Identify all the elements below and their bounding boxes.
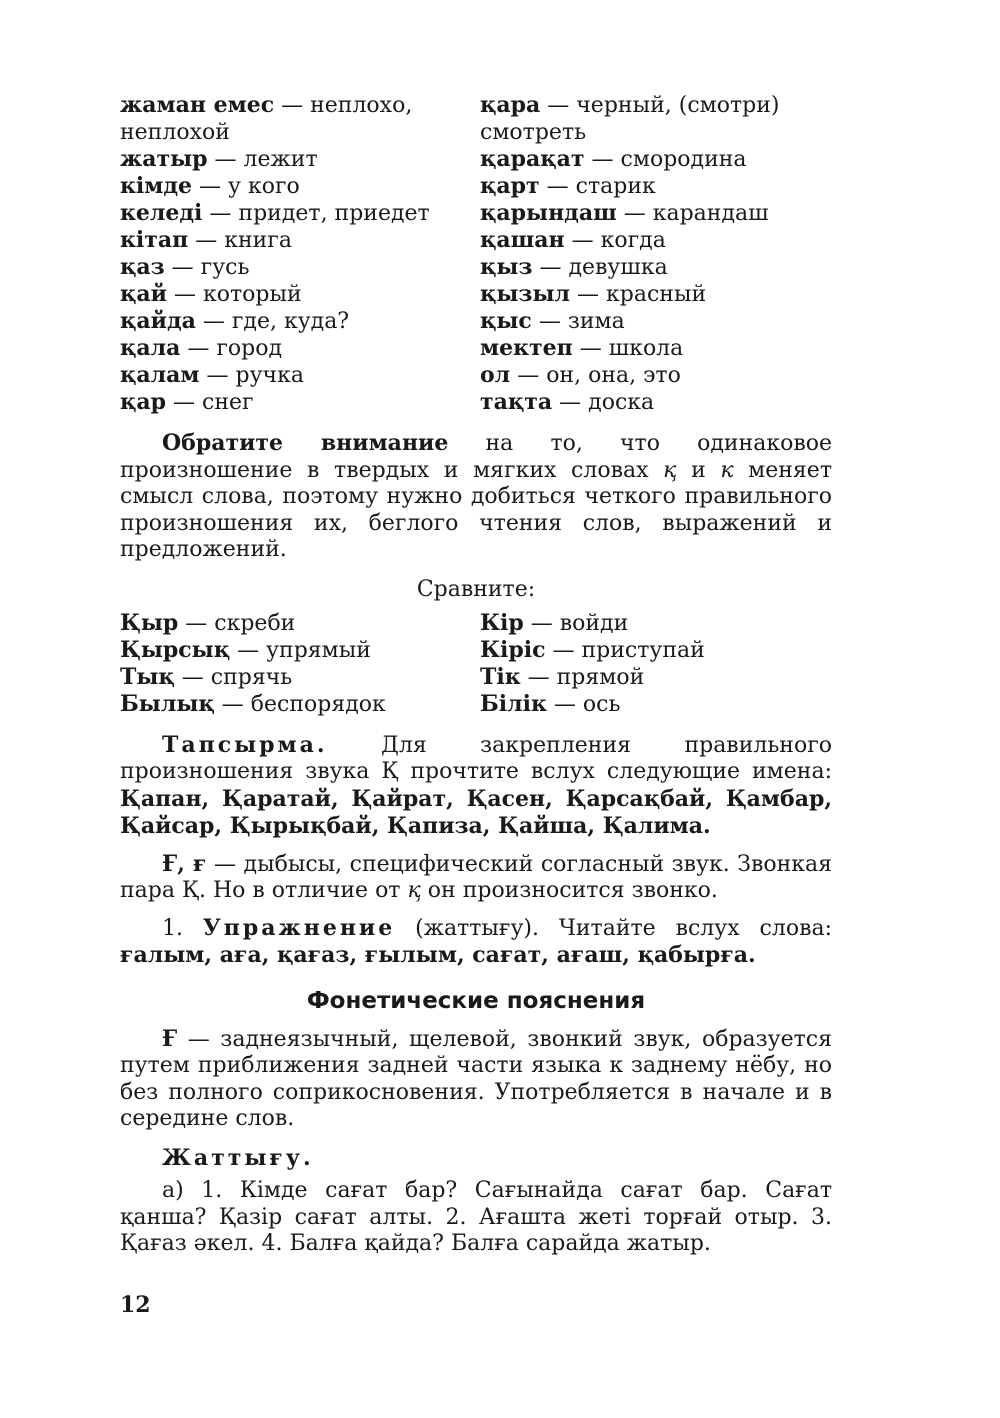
vocab-entry: қыз — девушка: [480, 254, 668, 280]
compare-entry: Былық — беспорядок: [120, 690, 386, 717]
phonetic-heading: Фонетические пояснения: [306, 987, 646, 1014]
gh-note-paragraph: Ғ, ғ — дыбысы, специфический согласный звук. Звонкая пара Қ. Но в отличие от қ он произносится звонко.: [120, 850, 832, 903]
vocab-entry: қай — который: [120, 281, 302, 307]
compare-entry: Кір — войди: [480, 609, 629, 636]
compare-column-left: [120, 610, 472, 718]
compare-entry: Тік — прямой: [480, 663, 645, 690]
compare-column-right: [480, 610, 832, 718]
vocab-entry: кімде — у кого: [120, 173, 300, 199]
vocab-entry: қар — снег: [120, 389, 254, 415]
vocab-entry: қара — черный, (смотри): [480, 92, 780, 118]
compare-entry: Тық — спрячь: [120, 663, 293, 690]
zhattygu-label: Жаттығу.: [162, 1144, 314, 1171]
compare-entry: Кіріс — приступай: [480, 636, 705, 663]
compare-entry: Қырсық — упрямый: [120, 636, 371, 663]
vocab-entry: тақта — доска: [480, 389, 655, 415]
page-number: 12: [120, 1292, 151, 1318]
vocab-entry: қарақат — смородина: [480, 146, 747, 172]
vocab-entry: мектеп — школа: [480, 335, 684, 361]
compare-title: Сравните:: [416, 576, 536, 602]
task-paragraph: Тапсырма. Для закрепления правильного произношения звука Қ прочтите вслух следующие имена: Қапан, Қаратай, Қайрат, Қасен, Қарсақбай, Қамбар, Қайсар, Қырықбай, Қапиза, Қайша, Қалима.: [120, 731, 832, 839]
vocab-entry: қаз — гусь: [120, 254, 250, 280]
vocab-entry: кітап — книга: [120, 227, 292, 253]
zhattygu-paragraph: а) 1. Кімде сағат бар? Сағынайда сағат бар. Сағат қанша? Қазір сағат алты. 2. Ағашта жеті торғай отыр. 3. Қағаз әкел. 4. Балға қайда? Балға сарайда жатыр.: [120, 1178, 832, 1256]
vocab-entry: қыс — зима: [480, 308, 625, 334]
vocabulary-list: [120, 92, 832, 416]
vocab-entry: келеді — придет, приедет: [120, 200, 430, 226]
vocab-entry: қарындаш — карандаш: [480, 200, 769, 226]
compare-list: [120, 610, 832, 718]
note-paragraph: Обратите внимание на то, что одинаковое произношение в твердых и мягких словах қ и к меняет смысл слова, поэтому нужно добиться четкого правильного произношения их, беглого чтения слов, выражений и предложений.: [120, 430, 832, 562]
vocabulary-column-left: [120, 92, 472, 416]
vocab-entry: жатыр — лежит: [120, 146, 318, 172]
vocab-entry: қала — город: [120, 335, 283, 361]
exercise-1-paragraph: 1. Упражнение (жаттығу). Читайте вслух слова: ғалым, аға, қағаз, ғылым, сағат, ағаш, қабырға.: [120, 914, 832, 968]
vocab-entry: қызыл — красный: [480, 281, 707, 307]
compare-entry: Білік — ось: [480, 690, 621, 717]
phonetic-paragraph: Ғ — заднеязычный, щелевой, звонкий звук, образуется путем приближения задней части языка к заднему нёбу, но без полного соприкосновения. Употребляется в начале и в середине слов.: [120, 1025, 832, 1131]
vocab-entry: жаман емес — неплохо,: [120, 92, 413, 118]
vocab-entry: смотреть: [480, 120, 587, 145]
vocab-entry: қайда — где, куда?: [120, 308, 350, 334]
compare-entry: Қыр — скреби: [120, 609, 296, 636]
page-content: [120, 92, 832, 1258]
vocabulary-column-right: [480, 92, 832, 416]
vocab-entry: неплохой: [120, 120, 230, 145]
vocab-entry: ол — он, она, это: [480, 362, 681, 388]
vocab-entry: қашан — когда: [480, 227, 666, 253]
vocab-entry: қалам — ручка: [120, 362, 304, 388]
vocab-entry: қарт — старик: [480, 173, 656, 199]
